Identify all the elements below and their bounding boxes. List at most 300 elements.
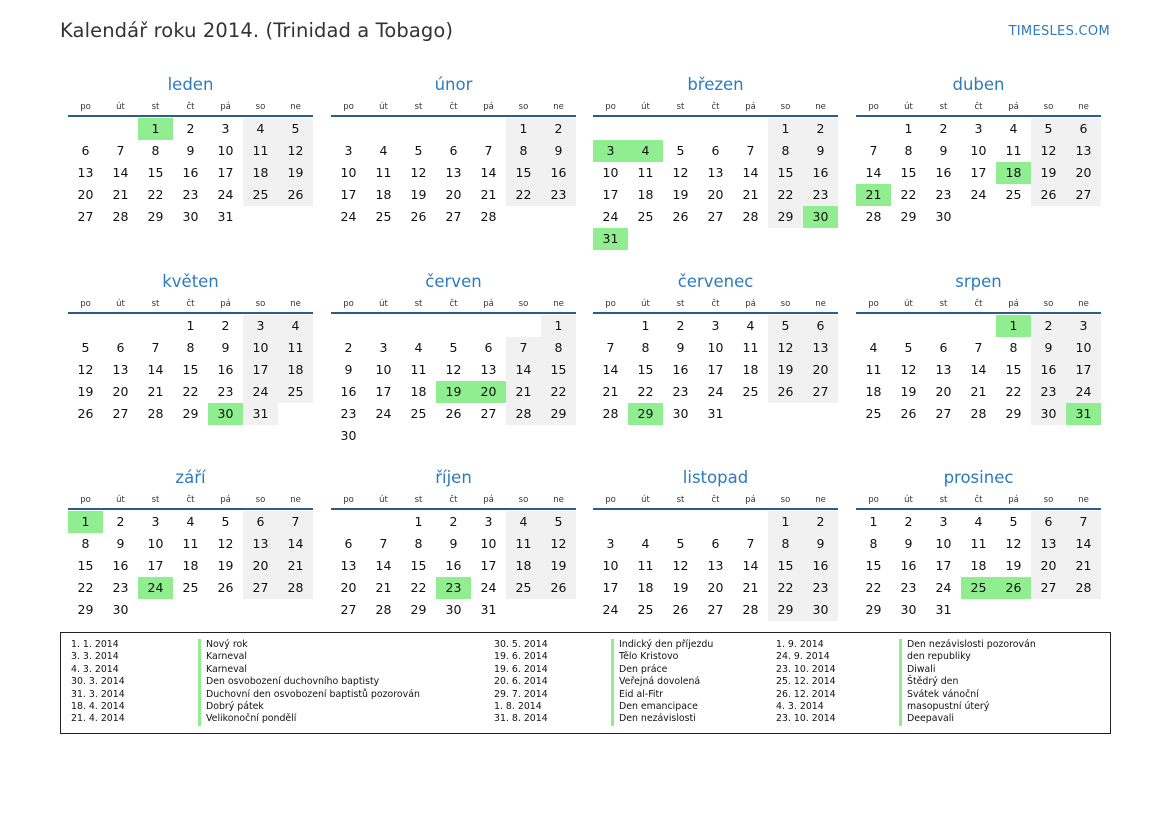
day-cell: 20 bbox=[707, 580, 724, 595]
day-cell: 22 bbox=[900, 187, 917, 202]
weekday-label: po bbox=[868, 299, 879, 309]
weekday-label: ne bbox=[815, 495, 826, 505]
day-cell: 8 bbox=[641, 340, 650, 355]
day-cell: 11 bbox=[1005, 143, 1022, 158]
weekday-header bbox=[331, 295, 576, 314]
empty-day-cell bbox=[803, 228, 838, 250]
day-cell: 25 bbox=[410, 406, 427, 421]
empty-day-cell bbox=[698, 511, 733, 533]
week-row bbox=[68, 511, 313, 533]
month-title: leden bbox=[167, 75, 214, 94]
holiday-name: Duchovní den osvobození baptistů pozorován bbox=[198, 689, 420, 701]
week-row bbox=[331, 118, 576, 140]
day-cell: 7 bbox=[869, 143, 878, 158]
weekday-label: pá bbox=[220, 299, 231, 309]
week-row bbox=[331, 381, 576, 403]
holiday-day-cell: 31 bbox=[1066, 403, 1101, 425]
day-cell: 24 bbox=[1066, 381, 1101, 403]
week-row bbox=[593, 206, 838, 228]
month-title: červen bbox=[425, 272, 482, 291]
empty-day-cell bbox=[541, 425, 576, 447]
holiday-date: 4. 3. 2014 bbox=[776, 700, 824, 712]
day-cell: 1 bbox=[768, 118, 803, 140]
empty-day-cell bbox=[68, 118, 103, 140]
day-cell: 14 bbox=[112, 165, 129, 180]
month-title: září bbox=[175, 468, 206, 487]
day-cell: 26 bbox=[672, 602, 689, 617]
day-cell: 26 bbox=[217, 580, 234, 595]
weekday-label: po bbox=[80, 495, 91, 505]
day-cell: 5 bbox=[676, 143, 685, 158]
weekday-label: st bbox=[676, 299, 685, 309]
holiday-day-cell: 1 bbox=[68, 511, 103, 533]
day-cell: 2 bbox=[939, 121, 948, 136]
weekday-label: ne bbox=[815, 102, 826, 112]
day-cell: 6 bbox=[1066, 118, 1101, 140]
day-cell: 16 bbox=[900, 558, 917, 573]
holiday-name: Den nezávislosti pozorován bbox=[899, 639, 1036, 651]
day-cell: 18 bbox=[243, 162, 278, 184]
empty-day-cell bbox=[856, 118, 891, 140]
day-cell: 20 bbox=[803, 359, 838, 381]
day-cell: 5 bbox=[541, 511, 576, 533]
holiday-date: 30. 5. 2014 bbox=[494, 639, 548, 650]
empty-day-cell bbox=[541, 599, 576, 621]
day-cell: 28 bbox=[970, 406, 987, 421]
day-cell: 20 bbox=[243, 555, 278, 577]
day-cell: 11 bbox=[970, 536, 987, 551]
holiday-day-cell: 30 bbox=[208, 403, 243, 425]
day-cell: 17 bbox=[480, 558, 497, 573]
day-cell: 28 bbox=[742, 602, 759, 617]
day-cell: 20 bbox=[112, 384, 129, 399]
empty-day-cell bbox=[506, 206, 541, 228]
day-cell: 15 bbox=[1005, 362, 1022, 377]
day-cell: 22 bbox=[147, 187, 164, 202]
month-block bbox=[331, 72, 576, 228]
day-cell: 29 bbox=[410, 602, 427, 617]
holiday-name: Indický den příjezdu bbox=[611, 639, 713, 651]
day-cell: 16 bbox=[340, 384, 357, 399]
day-cell: 17 bbox=[217, 165, 234, 180]
holiday-date: 30. 3. 2014 bbox=[71, 676, 125, 688]
holiday-name: den republiky bbox=[899, 651, 1036, 663]
empty-day-cell bbox=[506, 425, 541, 447]
weekday-label: út bbox=[379, 102, 388, 112]
weekday-label: pá bbox=[220, 102, 231, 112]
day-cell: 14 bbox=[375, 558, 392, 573]
day-cell: 9 bbox=[939, 143, 948, 158]
day-cell: 19 bbox=[768, 359, 803, 381]
weekday-label: po bbox=[343, 495, 354, 505]
day-cell: 26 bbox=[410, 209, 427, 224]
holiday-legend bbox=[60, 632, 1111, 734]
day-cell: 15 bbox=[768, 162, 803, 184]
month-block bbox=[331, 465, 576, 621]
month-block bbox=[856, 269, 1101, 425]
day-cell: 6 bbox=[449, 143, 458, 158]
empty-day-cell bbox=[471, 315, 506, 337]
day-cell: 8 bbox=[541, 337, 576, 359]
day-cell: 22 bbox=[410, 580, 427, 595]
empty-day-cell bbox=[103, 118, 138, 140]
month-block bbox=[856, 72, 1101, 228]
day-cell: 23 bbox=[541, 184, 576, 206]
weekday-label: út bbox=[641, 495, 650, 505]
holiday-date: 1. 8. 2014 bbox=[494, 700, 542, 712]
weekday-label: čt bbox=[711, 102, 720, 112]
holiday-day-cell: 1 bbox=[138, 118, 173, 140]
empty-day-cell bbox=[961, 315, 996, 337]
day-cell: 16 bbox=[182, 165, 199, 180]
week-row bbox=[331, 533, 576, 555]
weekday-label: čt bbox=[449, 495, 458, 505]
week-row bbox=[856, 555, 1101, 577]
day-cell: 7 bbox=[116, 143, 125, 158]
day-cell: 20 bbox=[1066, 162, 1101, 184]
day-cell: 7 bbox=[974, 340, 983, 355]
day-cell: 17 bbox=[970, 165, 987, 180]
weekday-header bbox=[856, 98, 1101, 117]
day-cell: 22 bbox=[768, 577, 803, 599]
day-cell: 18 bbox=[506, 555, 541, 577]
weekday-label: út bbox=[904, 495, 913, 505]
weekday-label: pá bbox=[745, 299, 756, 309]
holiday-date: 26. 12. 2014 bbox=[776, 688, 836, 700]
month-block bbox=[331, 269, 576, 447]
week-row bbox=[856, 315, 1101, 337]
empty-day-cell bbox=[366, 118, 401, 140]
empty-day-cell bbox=[803, 403, 838, 425]
holiday-day-cell: 3 bbox=[593, 140, 628, 162]
weekday-label: ne bbox=[290, 102, 301, 112]
weekday-label: pá bbox=[220, 495, 231, 505]
day-cell: 27 bbox=[480, 406, 497, 421]
day-cell: 19 bbox=[410, 187, 427, 202]
empty-day-cell bbox=[173, 599, 208, 621]
holiday-date: 3. 3. 2014 bbox=[71, 651, 119, 663]
weekday-header bbox=[68, 491, 313, 510]
holiday-name: Velikonoční pondělí bbox=[198, 713, 420, 725]
weekday-label: pá bbox=[483, 495, 494, 505]
day-cell: 2 bbox=[676, 318, 685, 333]
day-cell: 30 bbox=[803, 599, 838, 621]
day-cell: 1 bbox=[768, 511, 803, 533]
day-cell: 25 bbox=[375, 209, 392, 224]
day-cell: 16 bbox=[541, 162, 576, 184]
empty-day-cell bbox=[278, 206, 313, 228]
week-row bbox=[68, 118, 313, 140]
day-cell: 9 bbox=[904, 536, 913, 551]
month-block bbox=[593, 72, 838, 250]
day-cell: 6 bbox=[1031, 511, 1066, 533]
week-row bbox=[331, 184, 576, 206]
day-cell: 20 bbox=[935, 384, 952, 399]
day-cell: 13 bbox=[340, 558, 357, 573]
day-cell: 23 bbox=[803, 184, 838, 206]
day-cell: 15 bbox=[541, 359, 576, 381]
day-cell: 13 bbox=[803, 337, 838, 359]
empty-day-cell bbox=[506, 315, 541, 337]
day-cell: 11 bbox=[278, 337, 313, 359]
day-cell: 10 bbox=[147, 536, 164, 551]
weekday-label: st bbox=[939, 102, 948, 112]
holiday-date: 19. 6. 2014 bbox=[494, 663, 548, 675]
month-block bbox=[593, 465, 838, 621]
holiday-day-cell: 18 bbox=[996, 162, 1031, 184]
day-cell: 5 bbox=[414, 143, 423, 158]
weekday-label: čt bbox=[974, 495, 983, 505]
day-cell: 5 bbox=[81, 340, 90, 355]
day-cell: 22 bbox=[541, 381, 576, 403]
holiday-name: masopustní úterý bbox=[899, 701, 1036, 713]
page-title: Kalendář roku 2014. (Trinidad a Tobago) bbox=[60, 19, 454, 42]
holiday-date: 19. 6. 2014 bbox=[494, 651, 548, 663]
day-cell: 3 bbox=[344, 143, 353, 158]
weekday-label: čt bbox=[186, 102, 195, 112]
day-cell: 24 bbox=[935, 580, 952, 595]
day-cell: 16 bbox=[935, 165, 952, 180]
day-cell: 27 bbox=[77, 209, 94, 224]
day-cell: 23 bbox=[935, 187, 952, 202]
empty-day-cell bbox=[1031, 206, 1066, 228]
week-row bbox=[593, 381, 838, 403]
weekday-label: po bbox=[868, 102, 879, 112]
weekday-label: so bbox=[780, 299, 791, 309]
day-cell: 12 bbox=[672, 558, 689, 573]
day-cell: 18 bbox=[182, 558, 199, 573]
empty-day-cell bbox=[401, 315, 436, 337]
empty-day-cell bbox=[996, 599, 1031, 621]
weekday-label: pá bbox=[483, 102, 494, 112]
day-cell: 6 bbox=[81, 143, 90, 158]
week-row bbox=[856, 162, 1101, 184]
day-cell: 7 bbox=[151, 340, 160, 355]
empty-day-cell bbox=[331, 118, 366, 140]
week-row bbox=[593, 118, 838, 140]
day-cell: 12 bbox=[900, 362, 917, 377]
day-cell: 11 bbox=[410, 362, 427, 377]
day-cell: 8 bbox=[151, 143, 160, 158]
day-cell: 29 bbox=[541, 403, 576, 425]
day-cell: 5 bbox=[676, 536, 685, 551]
month-title: duben bbox=[952, 75, 1005, 94]
weekday-label: st bbox=[676, 495, 685, 505]
day-cell: 31 bbox=[480, 602, 497, 617]
day-cell: 10 bbox=[935, 536, 952, 551]
day-cell: 28 bbox=[112, 209, 129, 224]
day-cell: 13 bbox=[445, 165, 462, 180]
holiday-date: 21. 4. 2014 bbox=[71, 713, 125, 725]
holiday-name: Svátek vánoční bbox=[899, 689, 1036, 701]
day-cell: 23 bbox=[182, 187, 199, 202]
day-cell: 17 bbox=[707, 362, 724, 377]
week-row bbox=[856, 511, 1101, 533]
empty-day-cell bbox=[663, 511, 698, 533]
day-cell: 4 bbox=[869, 340, 878, 355]
day-cell: 5 bbox=[768, 315, 803, 337]
day-cell: 10 bbox=[602, 558, 619, 573]
day-cell: 9 bbox=[1031, 337, 1066, 359]
day-cell: 24 bbox=[602, 209, 619, 224]
empty-day-cell bbox=[103, 315, 138, 337]
empty-day-cell bbox=[138, 599, 173, 621]
weekday-label: pá bbox=[483, 299, 494, 309]
day-cell: 27 bbox=[1066, 184, 1101, 206]
day-cell: 10 bbox=[1066, 337, 1101, 359]
weekday-label: pá bbox=[1008, 299, 1019, 309]
holiday-day-cell: 24 bbox=[138, 577, 173, 599]
holiday-name: Karneval bbox=[198, 651, 420, 663]
day-cell: 4 bbox=[746, 318, 755, 333]
holiday-day-cell: 19 bbox=[436, 381, 471, 403]
week-row bbox=[68, 315, 313, 337]
day-cell: 28 bbox=[278, 577, 313, 599]
weekday-label: út bbox=[379, 495, 388, 505]
day-cell: 10 bbox=[602, 165, 619, 180]
day-cell: 24 bbox=[970, 187, 987, 202]
day-cell: 27 bbox=[935, 406, 952, 421]
day-cell: 9 bbox=[221, 340, 230, 355]
day-cell: 4 bbox=[414, 340, 423, 355]
day-cell: 7 bbox=[506, 337, 541, 359]
weekday-label: po bbox=[605, 495, 616, 505]
site-brand-link[interactable]: TIMESLES.COM bbox=[1008, 24, 1110, 39]
day-cell: 12 bbox=[1005, 536, 1022, 551]
day-cell: 30 bbox=[112, 602, 129, 617]
week-row bbox=[593, 555, 838, 577]
day-cell: 24 bbox=[217, 187, 234, 202]
week-row bbox=[331, 425, 576, 447]
day-cell: 18 bbox=[410, 384, 427, 399]
day-cell: 9 bbox=[676, 340, 685, 355]
weekday-label: so bbox=[255, 102, 266, 112]
day-cell: 5 bbox=[1009, 514, 1018, 529]
weekday-label: čt bbox=[186, 299, 195, 309]
day-cell: 1 bbox=[641, 318, 650, 333]
day-cell: 21 bbox=[480, 187, 497, 202]
week-row bbox=[68, 533, 313, 555]
day-cell: 11 bbox=[506, 533, 541, 555]
weekday-label: čt bbox=[449, 299, 458, 309]
week-row bbox=[331, 315, 576, 337]
day-cell: 9 bbox=[803, 533, 838, 555]
day-cell: 9 bbox=[541, 140, 576, 162]
empty-day-cell bbox=[733, 403, 768, 425]
day-cell: 29 bbox=[77, 602, 94, 617]
empty-day-cell bbox=[471, 425, 506, 447]
day-cell: 8 bbox=[414, 536, 423, 551]
week-row bbox=[331, 403, 576, 425]
weekday-header bbox=[331, 491, 576, 510]
day-cell: 20 bbox=[340, 580, 357, 595]
day-cell: 16 bbox=[112, 558, 129, 573]
day-cell: 2 bbox=[904, 514, 913, 529]
weekday-label: pá bbox=[1008, 102, 1019, 112]
day-cell: 10 bbox=[480, 536, 497, 551]
day-cell: 6 bbox=[939, 340, 948, 355]
weekday-header bbox=[593, 98, 838, 117]
day-cell: 25 bbox=[506, 577, 541, 599]
holiday-day-cell: 25 bbox=[961, 577, 996, 599]
day-cell: 11 bbox=[865, 362, 882, 377]
day-cell: 29 bbox=[147, 209, 164, 224]
week-row bbox=[856, 599, 1101, 621]
week-row bbox=[593, 228, 838, 250]
weekday-label: čt bbox=[711, 495, 720, 505]
holiday-name: Den nezávislosti bbox=[611, 713, 713, 725]
empty-day-cell bbox=[768, 403, 803, 425]
day-cell: 6 bbox=[344, 536, 353, 551]
day-cell: 24 bbox=[707, 384, 724, 399]
day-cell: 16 bbox=[672, 362, 689, 377]
holiday-date: 18. 4. 2014 bbox=[71, 700, 125, 712]
day-cell: 24 bbox=[340, 209, 357, 224]
day-cell: 15 bbox=[637, 362, 654, 377]
day-cell: 3 bbox=[711, 318, 720, 333]
day-cell: 27 bbox=[112, 406, 129, 421]
day-cell: 22 bbox=[865, 580, 882, 595]
day-cell: 22 bbox=[768, 184, 803, 206]
day-cell: 11 bbox=[742, 340, 759, 355]
day-cell: 29 bbox=[1005, 406, 1022, 421]
day-cell: 14 bbox=[147, 362, 164, 377]
empty-day-cell bbox=[698, 228, 733, 250]
empty-day-cell bbox=[243, 206, 278, 228]
day-cell: 3 bbox=[221, 121, 230, 136]
day-cell: 4 bbox=[974, 514, 983, 529]
day-cell: 21 bbox=[506, 381, 541, 403]
holiday-day-cell: 4 bbox=[628, 140, 663, 162]
day-cell: 8 bbox=[768, 533, 803, 555]
month-title: březen bbox=[687, 75, 744, 94]
day-cell: 25 bbox=[278, 381, 313, 403]
week-row bbox=[856, 140, 1101, 162]
empty-day-cell bbox=[663, 228, 698, 250]
legend-date-column bbox=[494, 639, 548, 726]
weekday-label: út bbox=[904, 102, 913, 112]
weekday-label: st bbox=[414, 299, 423, 309]
week-row bbox=[593, 403, 838, 425]
day-cell: 18 bbox=[637, 580, 654, 595]
weekday-header bbox=[593, 295, 838, 314]
day-cell: 22 bbox=[77, 580, 94, 595]
day-cell: 20 bbox=[445, 187, 462, 202]
day-cell: 20 bbox=[707, 187, 724, 202]
day-cell: 8 bbox=[81, 536, 90, 551]
day-cell: 22 bbox=[637, 384, 654, 399]
weekday-label: út bbox=[116, 299, 125, 309]
day-cell: 11 bbox=[243, 140, 278, 162]
day-cell: 14 bbox=[1066, 533, 1101, 555]
weekday-label: so bbox=[1043, 299, 1054, 309]
week-row bbox=[856, 184, 1101, 206]
day-cell: 8 bbox=[1009, 340, 1018, 355]
week-row bbox=[68, 140, 313, 162]
empty-day-cell bbox=[208, 599, 243, 621]
day-cell: 23 bbox=[340, 406, 357, 421]
holiday-date: 29. 7. 2014 bbox=[494, 688, 548, 700]
week-row bbox=[593, 337, 838, 359]
day-cell: 3 bbox=[1066, 315, 1101, 337]
day-cell: 18 bbox=[637, 187, 654, 202]
day-cell: 2 bbox=[803, 511, 838, 533]
empty-day-cell bbox=[593, 315, 628, 337]
day-cell: 5 bbox=[449, 340, 458, 355]
legend-date-column bbox=[71, 639, 125, 726]
day-cell: 15 bbox=[182, 362, 199, 377]
day-cell: 29 bbox=[768, 206, 803, 228]
